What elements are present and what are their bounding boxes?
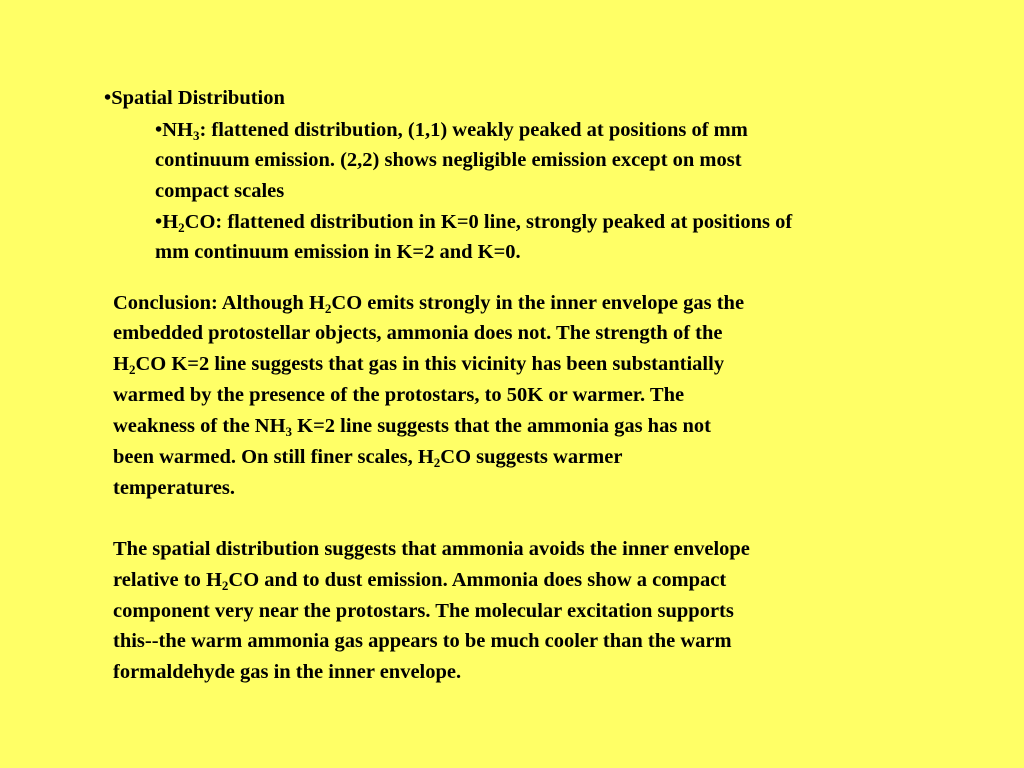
conclusion-subscript: 2 bbox=[128, 362, 136, 377]
nh3-bullet-line-3: compact scales bbox=[155, 180, 285, 202]
conclusion-text: weakness of the NH bbox=[113, 415, 286, 437]
conclusion-line-5 bbox=[113, 414, 711, 438]
bullet: • bbox=[155, 211, 163, 233]
conclusion-subscript: 2 bbox=[433, 455, 441, 470]
nh3-text: : flattened distribution, (1,1) weakly peaked at positions of mm bbox=[199, 119, 748, 141]
conclusion-text: H bbox=[113, 353, 129, 375]
spatial-text: relative to H bbox=[113, 569, 222, 591]
bullet: • bbox=[104, 87, 112, 109]
heading-bullet-item bbox=[104, 86, 285, 110]
bullet: • bbox=[155, 119, 163, 141]
heading-text: Spatial Distribution bbox=[111, 87, 285, 109]
spatial-line-5: formaldehyde gas in the inner envelope. bbox=[113, 661, 462, 683]
spatial-text: CO and to dust emission. Ammonia does show a compact bbox=[228, 569, 727, 591]
h2co-subscript: 2 bbox=[178, 220, 185, 235]
spatial-line-2 bbox=[113, 568, 726, 592]
conclusion-text: CO suggests warmer bbox=[440, 446, 623, 468]
conclusion-text: K=2 line suggests that the ammonia gas has not bbox=[292, 415, 711, 437]
conclusion-line-1 bbox=[113, 291, 744, 315]
h2co-text: CO: flattened distribution in K=0 line, strongly peaked at positions of bbox=[184, 211, 793, 233]
conclusion-text: CO emits strongly in the inner envelope gas the bbox=[331, 292, 745, 314]
conclusion-subscript: 3 bbox=[285, 424, 293, 439]
nh3-bullet-line-1 bbox=[155, 118, 748, 142]
conclusion-text: Conclusion: Although H bbox=[113, 292, 325, 314]
h2co-bullet-line-1 bbox=[155, 210, 792, 234]
conclusion-text: CO K=2 line suggests that gas in this vicinity has been substantially bbox=[135, 353, 725, 375]
nh3-bullet-line-2: continuum emission. (2,2) shows negligible emission except on most bbox=[155, 149, 742, 171]
spatial-line-3: component very near the protostars. The molecular excitation supports bbox=[113, 600, 734, 622]
h2co-text: H bbox=[162, 211, 179, 233]
h2co-bullet-line-2: mm continuum emission in K=2 and K=0. bbox=[155, 241, 521, 263]
conclusion-line-6 bbox=[113, 445, 622, 469]
nh3-text: NH bbox=[162, 119, 193, 141]
conclusion-line-3 bbox=[113, 352, 724, 376]
conclusion-line-2: embedded protostellar objects, ammonia does not. The strength of the bbox=[113, 322, 723, 344]
conclusion-text: been warmed. On still finer scales, H bbox=[113, 446, 434, 468]
spatial-subscript: 2 bbox=[221, 578, 229, 593]
conclusion-line-4: warmed by the presence of the protostars, to 50K or warmer. The bbox=[113, 384, 685, 406]
spatial-line-4: this--the warm ammonia gas appears to be much cooler than the warm bbox=[113, 630, 732, 652]
spatial-line-1: The spatial distribution suggests that ammonia avoids the inner envelope bbox=[113, 538, 750, 560]
conclusion-subscript: 2 bbox=[324, 301, 332, 316]
nh3-subscript: 3 bbox=[192, 128, 200, 143]
conclusion-line-7: temperatures. bbox=[113, 477, 236, 499]
